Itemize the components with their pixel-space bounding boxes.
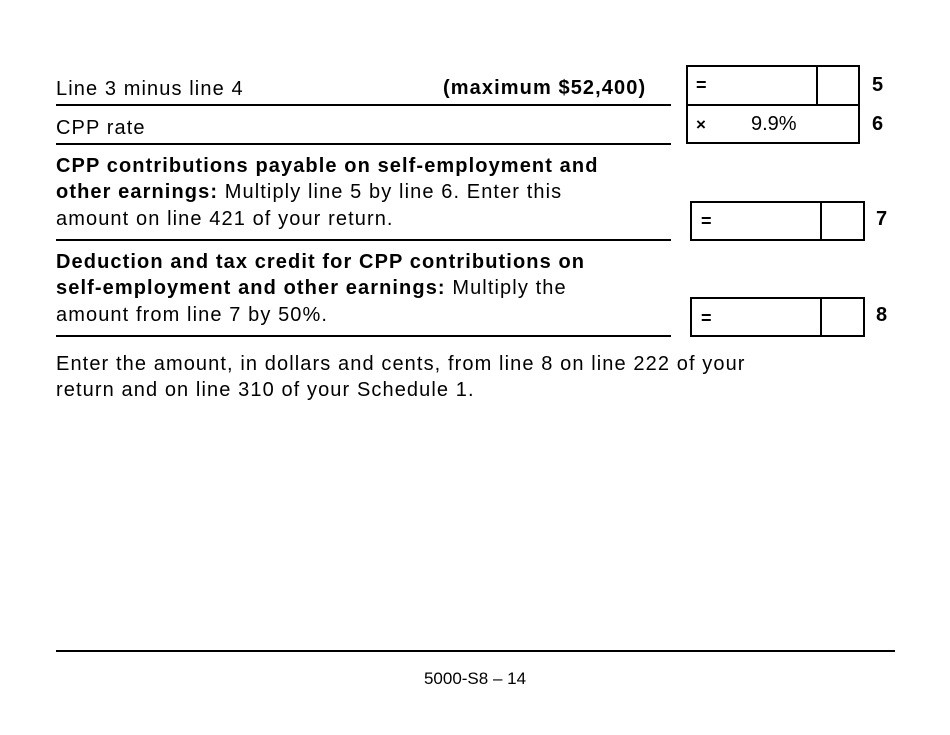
- cents-divider: [820, 203, 822, 239]
- line7-text-line3: amount on line 421 of your return.: [56, 208, 394, 230]
- line-number-6: 6: [872, 113, 884, 135]
- line5-maximum-note: (maximum $52,400): [443, 77, 647, 99]
- line7-rule: [56, 239, 671, 241]
- line-number-5: 5: [872, 74, 884, 96]
- equals-sign: =: [701, 308, 712, 328]
- line8-text-line2: self-employment and other earnings: Multiply the: [56, 277, 567, 299]
- instruction-line2: return and on line 310 of your Schedule 1.: [56, 379, 475, 401]
- line8-title: Deduction and tax credit for CPP contributions on: [56, 251, 586, 273]
- line7-text-line2: other earnings: Multiply line 5 by line 6. Enter this: [56, 181, 563, 203]
- line-number-8: 8: [876, 304, 888, 326]
- line5-rule: [56, 104, 671, 106]
- line7-amount-field[interactable]: [690, 201, 865, 241]
- line6-rate-field: [686, 104, 860, 144]
- line6-rate-value: 9.9%: [751, 113, 797, 135]
- line8-text-line3: amount from line 7 by 50%.: [56, 304, 329, 326]
- line8-rule: [56, 335, 671, 337]
- line7-title: CPP contributions payable on self-employment and: [56, 155, 599, 177]
- footer-rule: [56, 650, 895, 652]
- cents-divider: [820, 299, 822, 335]
- cents-divider: [816, 67, 818, 104]
- equals-sign: =: [701, 211, 712, 231]
- instruction-line1: Enter the amount, in dollars and cents, from line 8 on line 222 of your: [56, 353, 746, 375]
- line-number-7: 7: [876, 208, 888, 230]
- line6-rule: [56, 143, 671, 145]
- line5-label: Line 3 minus line 4: [56, 78, 244, 100]
- footer-page-id: 5000-S8 – 14: [423, 669, 527, 688]
- line5-amount-field[interactable]: [686, 65, 860, 106]
- multiply-sign: ×: [696, 115, 706, 134]
- equals-sign: =: [696, 75, 707, 95]
- line6-label: CPP rate: [56, 117, 146, 139]
- line8-amount-field[interactable]: [690, 297, 865, 337]
